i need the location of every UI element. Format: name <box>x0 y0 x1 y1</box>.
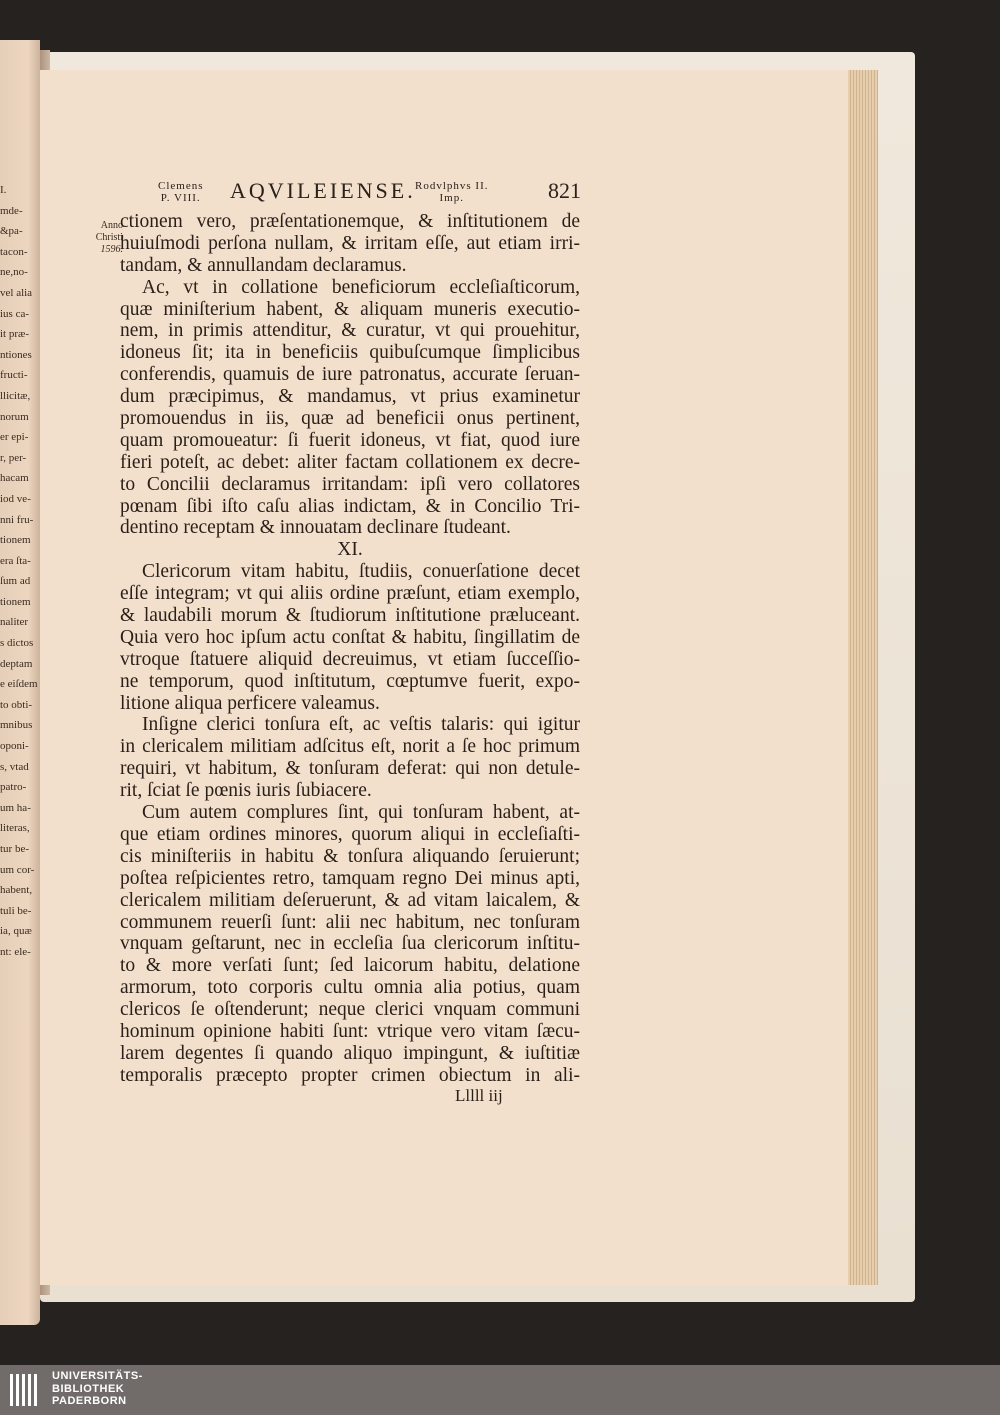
left-page-fragment: ne,no- <box>0 266 28 279</box>
left-page-fragment: um ha- <box>0 801 31 814</box>
text-line: eſſe integram; vt qui aliis ordine præſunt, etiam exemplo, <box>120 583 580 605</box>
library-name <box>52 1370 143 1408</box>
left-page-fragment: s, vtad <box>0 760 29 773</box>
text-line: promouendus in iis, quæ ad beneficii onus pertinent, <box>120 408 580 430</box>
left-page-fragment: nni fru- <box>0 513 34 526</box>
left-page-fragment: nt: ele- <box>0 945 31 958</box>
text-line: huiuſmodi perſona nullam, & irritam eſſe, aut etiam irri- <box>120 232 580 254</box>
text-line: rit, ſciat ſe pœnis iuris ſubiacere. <box>120 780 372 802</box>
text-line: idoneus ſit; ita in beneficiis quibuſcumque ſimplicibus <box>120 342 580 364</box>
text-line: to & more verſati ſunt; ſed laicorum habitu, delatione <box>120 955 580 977</box>
header-pope-name: Clemens <box>158 180 204 192</box>
margin-note-line: Christi <box>95 232 123 243</box>
left-page-fragment: naliter <box>0 616 29 629</box>
left-page-fragment: era ſta- <box>0 554 31 567</box>
header-pope <box>158 180 204 204</box>
text-line: to Concilii declaramus irritandam: ipſi vero collatores <box>120 473 580 495</box>
text-line: & laudabili morum & ſtudiorum inſtitutione præluceant. <box>120 605 580 627</box>
header-title: AQVILEIENSE. <box>230 178 416 203</box>
text-line: Quia vero hoc ipſum actu conſtat & habitu, ſingillatim de <box>120 626 580 648</box>
footer-bar <box>0 1365 1000 1415</box>
text-line: quæ miniſterium habent, & aliquam muneris executio- <box>120 298 580 320</box>
left-page-fragment: &pa- <box>0 225 23 238</box>
left-page-fragment: mde- <box>0 204 23 217</box>
left-page-fragment: tionem <box>0 595 31 608</box>
text-line: temporalis præcepto propter crimen obiectum in ali- <box>120 1064 580 1086</box>
text-line: clericalem militiam deſeruerunt, & ad vitam laicalem, & <box>120 889 580 911</box>
left-page-fragment: er epi- <box>0 431 29 444</box>
left-page-fragment: tur be- <box>0 843 30 855</box>
library-name-line: UNIVERSITÄTS- <box>52 1370 143 1382</box>
left-page-fragment: literas, <box>0 822 30 835</box>
text-line: communem reuerſi ſunt: alii nec habitum, nec tonſuram <box>120 911 580 933</box>
body-text <box>120 211 580 1087</box>
left-page-fragment: it præ- <box>0 328 30 341</box>
text-line: poſtea reſpicientes retro, tamquam regno Dei minus apti, <box>120 867 580 889</box>
section-heading: XI. <box>337 539 363 561</box>
library-logo-icon <box>8 1370 48 1410</box>
left-page-fragment: mnibus <box>0 719 33 732</box>
text-line: cis miniſteriis in habitu & tonſura aliquando ſeruierunt; <box>120 845 580 867</box>
left-page-fragment: ſum ad <box>0 575 31 588</box>
library-name-line: PADERBORN <box>52 1395 127 1407</box>
left-page-fragment: ius ca- <box>0 307 30 320</box>
left-page-edge <box>0 40 40 1325</box>
left-page-fragment: to obti- <box>0 698 33 711</box>
text-line: vtroque ſtatuere aliquid decreuimus, vt etiam ſucceſſio- <box>120 648 580 670</box>
text-line: Cum autem complures ſint, qui tonſuram habent, at- <box>142 802 580 824</box>
text-line: nem, in primis attenditur, & curatur, vt qui prouehitur, <box>120 320 580 342</box>
header-pope-number: P. VIII. <box>160 192 201 204</box>
text-line: larem degentes ſi quando aliquo impingunt, & iuſtitiæ <box>120 1042 580 1064</box>
text-line: vnquam geſtarunt, nec in eccleſia ſua clericorum inſtitu- <box>120 933 580 955</box>
text-line: ctionem vero, præſentationemque, & inſtitutionem de <box>120 211 580 232</box>
left-page-fragment: I. <box>0 184 7 196</box>
left-page-fragment: r, per- <box>0 451 27 464</box>
left-page-fragment: llicitæ, <box>0 389 31 402</box>
text-line: tandam, & annullandam declaramus. <box>120 254 407 276</box>
text-line: ne temporum, quod inſtitutum, cœptumve fuerit, expo- <box>120 670 580 692</box>
text-line: fieri poteſt, ac debet: aliter factam collationem ex decre- <box>120 451 580 473</box>
text-line: quam promoueatur: ſi fuerit idoneus, vt fiat, quod iure <box>120 429 580 451</box>
text-line: requiri, vt habitum, & tonſuram deferat: qui non detule- <box>120 758 580 780</box>
text-line: litione aliqua perficere valeamus. <box>120 692 380 714</box>
margin-note-line: Anno <box>100 220 123 231</box>
header-emperor <box>415 180 489 204</box>
left-page-fragment: s dictos <box>0 637 34 650</box>
left-page-fragment: ntiones <box>0 348 32 361</box>
left-page-fragment: habent, <box>0 884 33 897</box>
text-line: in clericalem militiam adſcitus eſt, norit a ſe hoc primum <box>120 736 580 758</box>
left-page-fragment: iod ve- <box>0 492 31 505</box>
text-line: clericos ſe oſtenderunt; neque clerici vnquam communi <box>120 999 580 1021</box>
left-page-fragment: deptam <box>0 657 33 670</box>
text-line: armorum, toto corporis cultu omnia alia potius, quam <box>120 977 580 999</box>
left-page-fragment: tionem <box>0 534 31 547</box>
left-page-fragment: um cor- <box>0 863 35 876</box>
library-name-line: BIBLIOTHEK <box>52 1382 125 1395</box>
text-line: Clericorum vitam habitu, ſtudiis, conuerſatione decet <box>142 561 580 583</box>
page-number: 821 <box>548 178 581 203</box>
text-line: hominum opinione habiti ſunt: vtrique vero vitam ſæcu- <box>120 1020 580 1042</box>
signature-mark: Lllll iij <box>455 1086 503 1105</box>
text-line: Ac, vt in collatione beneficiorum eccleſiaſticorum, <box>142 276 580 298</box>
page-fore-edge <box>848 70 878 1285</box>
left-page-fragment: norum <box>0 410 29 423</box>
left-page-fragment: tacon- <box>0 245 28 258</box>
header-emperor-name: Rodvlphvs II. <box>415 180 489 192</box>
text-line: dum præcipimus, & mandamus, vt prius examinetur <box>120 386 580 408</box>
text-line: dentino receptam & innouatam declinare ſtudeant. <box>120 517 511 539</box>
left-page-fragment: oponi- <box>0 740 29 753</box>
left-page-fragment: fructi- <box>0 369 28 382</box>
left-page-fragment: patro- <box>0 781 27 794</box>
left-page-fragment: ia, quæ <box>0 925 32 938</box>
text-line: Inſigne clerici tonſura eſt, ac veſtis talaris: qui igitur <box>142 714 580 736</box>
left-page-fragment: tuli be- <box>0 904 32 917</box>
text-line: conferendis, quamuis de iure patronatus, accurate ſeruan- <box>120 364 580 386</box>
margin-note-year <box>78 220 123 256</box>
margin-note-year-value: 1596. <box>100 244 123 255</box>
left-page-text <box>0 180 40 963</box>
header-emperor-title: Imp. <box>439 192 464 204</box>
text-line: que etiam ordines minores, quorum aliqui in eccleſiaſti- <box>120 823 580 845</box>
text-line: pœnam ſibi iſto caſu alias indictam, & in Concilio Tri- <box>120 495 580 517</box>
left-page-fragment: hacam <box>0 472 29 485</box>
left-page-fragment: e eiſdem <box>0 678 38 691</box>
left-page-fragment: vel alia <box>0 286 33 299</box>
